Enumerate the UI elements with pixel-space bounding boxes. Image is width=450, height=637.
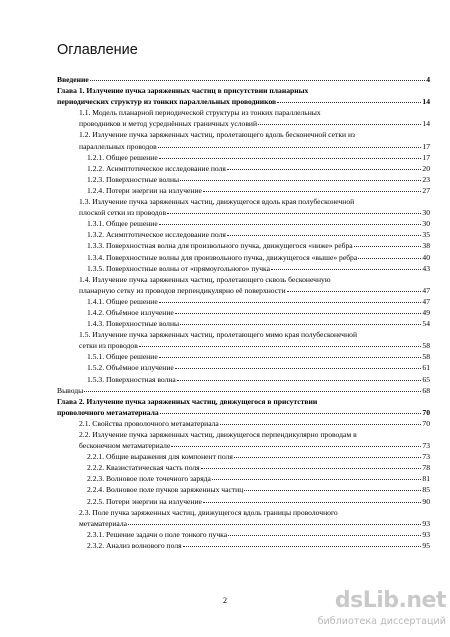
toc-entry-text: 1.3.1. Общее решение — [87, 219, 158, 229]
toc-entry — [57, 351, 430, 362]
toc-entry-page: 81 — [422, 474, 430, 484]
toc-entry — [57, 329, 430, 340]
watermark-logo: dsLib.net — [334, 588, 446, 613]
toc-entry — [57, 418, 430, 429]
toc-leader-dots — [158, 141, 422, 148]
toc-entry-text: 1.1. Модель планарной периодической структуры из тонких параллельных — [79, 108, 321, 118]
toc-entry-text: проводников и метод усреднённых граничных условий — [79, 119, 258, 129]
toc-entry-text: параллельных проводов — [79, 141, 157, 151]
toc-entry-text: проволочного метаматериала — [57, 407, 159, 417]
toc-leader-dots — [180, 174, 421, 181]
toc-entry-page: 14 — [422, 119, 430, 129]
toc-entry-page: 70 — [422, 407, 430, 417]
toc-entry — [57, 152, 430, 163]
toc-entry-text: 1.5.2. Объёмное излучение — [87, 363, 174, 373]
toc-entry-page: 30 — [422, 208, 430, 218]
toc-entry-page: 38 — [422, 241, 430, 251]
toc-leader-dots — [159, 152, 422, 159]
toc-entry-page: 58 — [422, 341, 430, 351]
toc-entry-page: 4 — [426, 75, 430, 84]
toc-entry-page: 17 — [422, 152, 430, 162]
toc-leader-dots — [220, 418, 422, 425]
toc-entry-text: 1.3.3. Поверхностная волна для произвольного пучка, движущегося «ниже» ребра — [87, 241, 353, 251]
toc-entry — [57, 518, 430, 529]
toc-entry-text: 1.3.5. Поверхностные волны от «прямоугольного» пучка — [87, 263, 270, 273]
toc-entry — [57, 85, 430, 96]
toc-entry — [57, 451, 430, 462]
toc-entry-text: 1.5. Излучение пучка заряженных частиц, пролетающего мимо края полубесконечной — [79, 330, 358, 340]
toc-entry-page: 14 — [422, 97, 430, 107]
toc-leader-dots — [128, 518, 421, 525]
toc-entry-page: 40 — [422, 252, 430, 262]
toc-entry — [57, 484, 430, 495]
toc-entry-page: 47 — [422, 296, 430, 306]
toc-entry-text: 1.3.4. Поверхностные волны для произвольного пучка, движущегося «выше» ребра — [87, 252, 358, 262]
toc-entry-page: 78 — [422, 463, 430, 473]
toc-entry-text: 1.5.3. Поверхностная волна — [87, 374, 176, 384]
toc-entry — [57, 340, 430, 351]
toc-entry — [57, 385, 430, 396]
toc-entry — [57, 529, 430, 540]
toc-entry-text: 1.4.1. Общее решение — [87, 296, 158, 306]
toc-entry — [57, 396, 430, 407]
toc-entry-page: 73 — [422, 441, 430, 451]
toc-entry — [57, 185, 430, 196]
toc-entry — [57, 540, 430, 551]
toc-entry-page: 49 — [422, 307, 430, 317]
toc-entry-page: 68 — [422, 385, 430, 395]
toc-entry — [57, 274, 430, 285]
toc-entry — [57, 96, 430, 107]
toc-entry-page: 93 — [422, 518, 430, 528]
toc-leader-dots — [234, 451, 422, 458]
toc-entry-text: 1.2.3. Поверхностные волны — [87, 174, 180, 184]
toc-leader-dots — [212, 473, 421, 480]
toc-entry-page: 95 — [422, 540, 430, 550]
toc-entry-text: 2.3.1. Решение задачи о поле тонкого пучка — [87, 529, 228, 539]
toc-leader-dots — [201, 462, 422, 469]
toc-leader-dots — [159, 296, 422, 303]
toc-entry — [57, 362, 430, 373]
toc-entry — [57, 107, 430, 118]
toc-entry — [57, 163, 430, 174]
watermark-subtitle: библиотека диссертаций — [317, 616, 446, 627]
toc-leader-dots — [227, 163, 421, 170]
toc-entry — [57, 407, 430, 418]
toc-entry-text: 2.2. Излучение пучка заряженных частиц, движущегося перпендикулярно проводам в — [79, 430, 357, 439]
toc-entry — [57, 207, 430, 218]
toc-entry — [57, 285, 430, 296]
toc-leader-dots — [175, 307, 422, 314]
toc-entry-page: 30 — [422, 219, 430, 229]
page-number: 2 — [223, 596, 227, 605]
toc-entry-text: 1.2. Излучение пучка заряженных частиц, пролетающего вдоль бесконечной сетки из — [79, 130, 356, 140]
page-title: Оглавление — [57, 42, 138, 58]
toc-entry — [57, 429, 430, 440]
toc-entry-text: метаматериала — [79, 518, 128, 528]
toc-entry — [57, 263, 430, 274]
toc-leader-dots — [159, 351, 422, 358]
toc-entry — [57, 496, 430, 507]
toc-leader-dots — [358, 252, 421, 259]
toc-entry-text: 2.2.2. Квазистатическая часть поля — [87, 463, 200, 473]
toc-leader-dots — [203, 496, 421, 503]
toc-entry — [57, 174, 430, 185]
toc-entry — [57, 318, 430, 329]
toc-leader-dots — [84, 385, 421, 392]
toc-entry-text: планарную сетку из проводов перпендикулярно её поверхности — [79, 285, 286, 295]
watermark — [300, 588, 448, 634]
toc-entry-text: Выводы — [57, 385, 84, 395]
toc-entry-text: периодических структур из тонких параллельных проводников — [57, 97, 277, 107]
toc-leader-dots — [159, 218, 422, 225]
toc-entry — [57, 507, 430, 518]
toc-entry-text: 2.2.1. Общие выражения для компонент поля — [87, 452, 233, 462]
toc-entry-page: 35 — [422, 230, 430, 240]
toc-entry-text: 2.3.2. Анализ волнового поля — [87, 540, 182, 550]
toc-entry-text: Глава 2. Излучение пучка заряженных частиц, движущегося в присутствии — [57, 396, 318, 406]
toc-entry-page: 58 — [422, 352, 430, 362]
toc-leader-dots — [271, 263, 421, 270]
toc-leader-dots — [227, 229, 421, 236]
toc-entry-page: 23 — [422, 174, 430, 184]
toc-entry — [57, 252, 430, 263]
toc-entry-text: 2.2.5. Потери энергии на излучение — [87, 496, 202, 506]
toc-entry — [57, 218, 430, 229]
toc-leader-dots — [244, 484, 421, 491]
toc-entry — [57, 141, 430, 152]
table-of-contents — [57, 74, 430, 551]
toc-entry-page: 61 — [422, 363, 430, 373]
toc-entry-text: 2.2.3. Волновое поле точечного заряда — [87, 474, 211, 484]
toc-leader-dots — [139, 340, 422, 347]
toc-entry-text: 1.3.2. Асимптотическое исследование поля — [87, 230, 226, 240]
toc-entry-page: 17 — [422, 141, 430, 151]
toc-entry — [57, 196, 430, 207]
toc-entry-text: 2.3. Поле пучка заряженных частиц, движущегося вдоль границы проволочного — [79, 507, 338, 517]
toc-leader-dots — [171, 440, 421, 447]
toc-entry-text: 1.4.2. Объёмное излучение — [87, 307, 174, 317]
toc-entry — [57, 440, 430, 451]
toc-leader-dots — [258, 118, 421, 125]
toc-entry-page: 27 — [422, 185, 430, 195]
toc-entry-text: 1.2.2. Асимптотическое исследование поля — [87, 163, 226, 173]
toc-leader-dots — [277, 96, 421, 103]
toc-leader-dots — [160, 407, 422, 414]
toc-entry-text: 1.2.1. Общее решение — [87, 152, 158, 162]
toc-leader-dots — [203, 185, 421, 192]
toc-entry-page: 47 — [422, 285, 430, 295]
toc-entry-page: 90 — [422, 496, 430, 506]
toc-entry-text: 2.1. Свойства проволочного метаматериала — [79, 418, 219, 428]
toc-entry-page: 43 — [422, 263, 430, 273]
toc-entry-text: 1.4. Излучение пучка заряженных частиц, пролетающего сквозь бесконечную — [79, 274, 331, 284]
toc-entry — [57, 129, 430, 140]
toc-entry-text: 1.2.4. Потери энергии на излучение — [87, 185, 202, 195]
toc-entry-text: бесконечном метаматериале — [79, 441, 171, 451]
toc-leader-dots — [167, 207, 421, 214]
toc-entry-text: Глава 1. Излучение пучка заряженных частиц в присутствии планарных — [57, 86, 309, 96]
toc-leader-dots — [354, 240, 422, 247]
toc-leader-dots — [90, 74, 425, 81]
toc-entry — [57, 307, 430, 318]
toc-entry — [57, 296, 430, 307]
toc-entry — [57, 473, 430, 484]
toc-entry — [57, 240, 430, 251]
toc-entry-text: 1.4.3. Поверхностные волны — [87, 319, 180, 329]
toc-entry — [57, 229, 430, 240]
toc-entry-text: сетки из проводов — [79, 341, 138, 351]
toc-entry-page: 70 — [422, 418, 430, 428]
toc-entry-page: 65 — [422, 374, 430, 384]
toc-entry-text: 2.2.4. Волновое поле пучков заряженных частиц — [87, 485, 244, 495]
toc-leader-dots — [175, 362, 422, 369]
toc-entry-page: 93 — [422, 529, 430, 539]
toc-leader-dots — [287, 285, 422, 292]
toc-leader-dots — [183, 540, 422, 547]
toc-entry-text: 1.5.1. Общее решение — [87, 352, 158, 362]
toc-entry — [57, 462, 430, 473]
toc-leader-dots — [177, 374, 422, 381]
toc-entry-page: 73 — [422, 452, 430, 462]
toc-entry-text: 1.3. Излучение пучка заряженных частиц, движущегося вдоль края полубесконечной — [79, 197, 355, 207]
toc-entry-page: 20 — [422, 163, 430, 173]
toc-entry-page: 54 — [422, 319, 430, 329]
toc-leader-dots — [180, 318, 421, 325]
toc-entry-page: 85 — [422, 485, 430, 495]
toc-leader-dots — [228, 529, 421, 536]
toc-entry-text: Введение — [57, 75, 89, 84]
toc-entry-text: плоской сетки из проводов — [79, 208, 167, 218]
toc-entry — [57, 374, 430, 385]
toc-entry — [57, 74, 430, 85]
toc-entry — [57, 118, 430, 129]
